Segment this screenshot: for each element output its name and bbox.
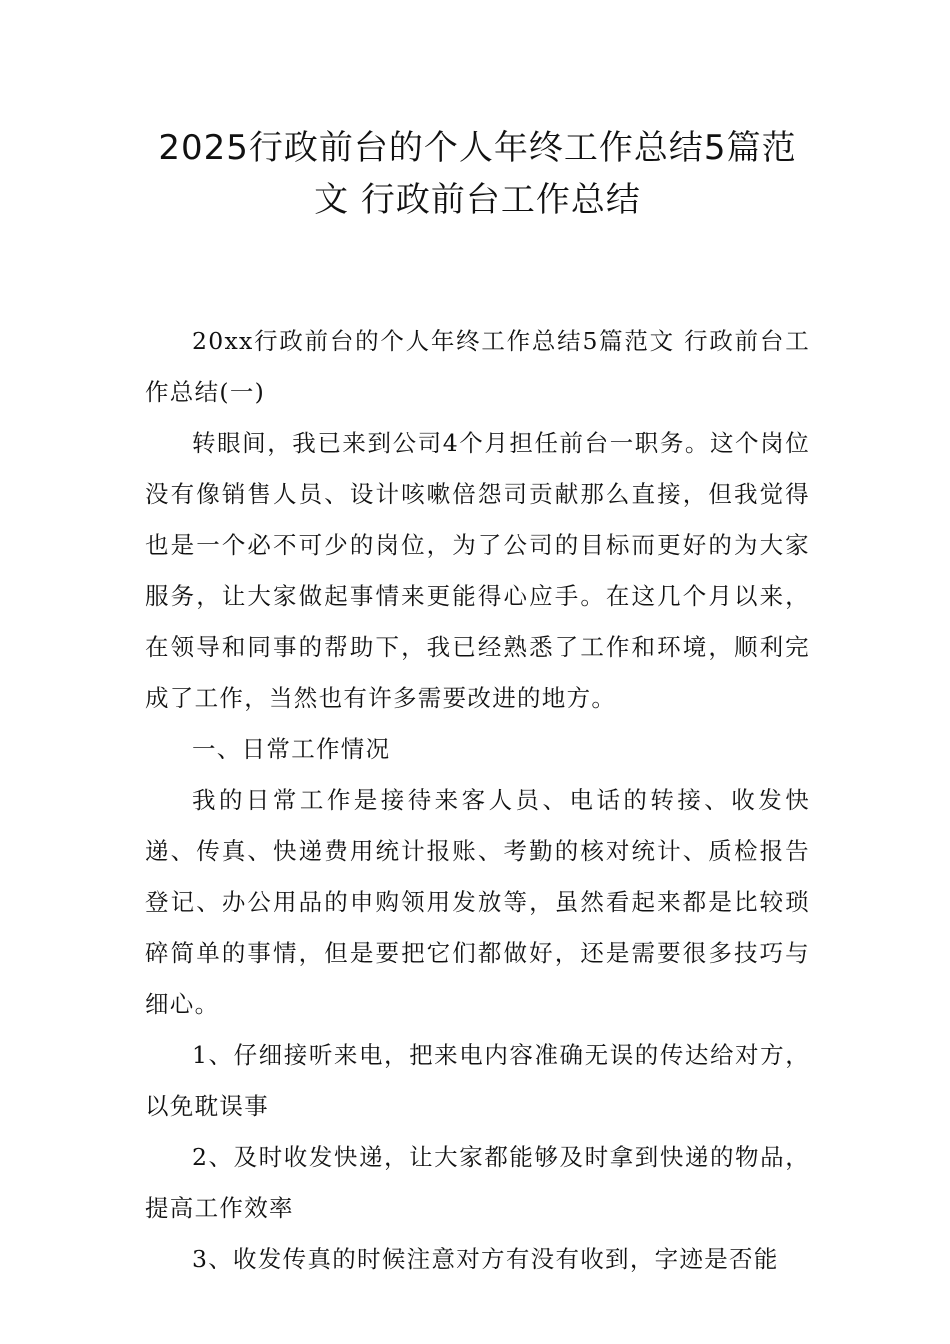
title-line-1: 2025行政前台的个人年终工作总结5篇范 [158, 128, 797, 168]
document-body [145, 316, 810, 1285]
paragraph-heading: 20xx行政前台的个人年终工作总结5篇范文 行政前台工作总结(一) [145, 327, 810, 406]
list-item: 1、仔细接听来电，把来电内容准确无误的传达给对方，以免耽误事 [145, 1041, 810, 1120]
paragraph-intro: 转眼间，我已来到公司4个月担任前台一职务。这个岗位没有像销售人员、设计咳嗽倍怨司贡献那么直接，但我觉得也是一个必不可少的岗位，为了公司的目标而更好的为大家服务，让大家做起事情来更能得心应手。在这几个月以来，在领导和同事的帮助下，我已经熟悉了工作和环境，顺利完成了工作，当然也有许多需要改进的地方。 [145, 429, 810, 712]
list-item: 3、收发传真的时候注意对方有没有收到，字迹是否能 [192, 1245, 779, 1273]
title-line-2: 文 行政前台工作总结 [314, 180, 641, 220]
list-item: 2、及时收发快递，让大家都能够及时拿到快递的物品，提高工作效率 [145, 1143, 810, 1222]
section-heading: 一、日常工作情况 [192, 735, 391, 763]
document-title [145, 122, 810, 226]
paragraph-daily-work: 我的日常工作是接待来客人员、电话的转接、收发快递、传真、快递费用统计报账、考勤的核对统计、质检报告登记、办公用品的申购领用发放等，虽然看起来都是比较琐碎简单的事情，但是要把它们都做好，还是需要很多技巧与细心。 [145, 786, 810, 1018]
